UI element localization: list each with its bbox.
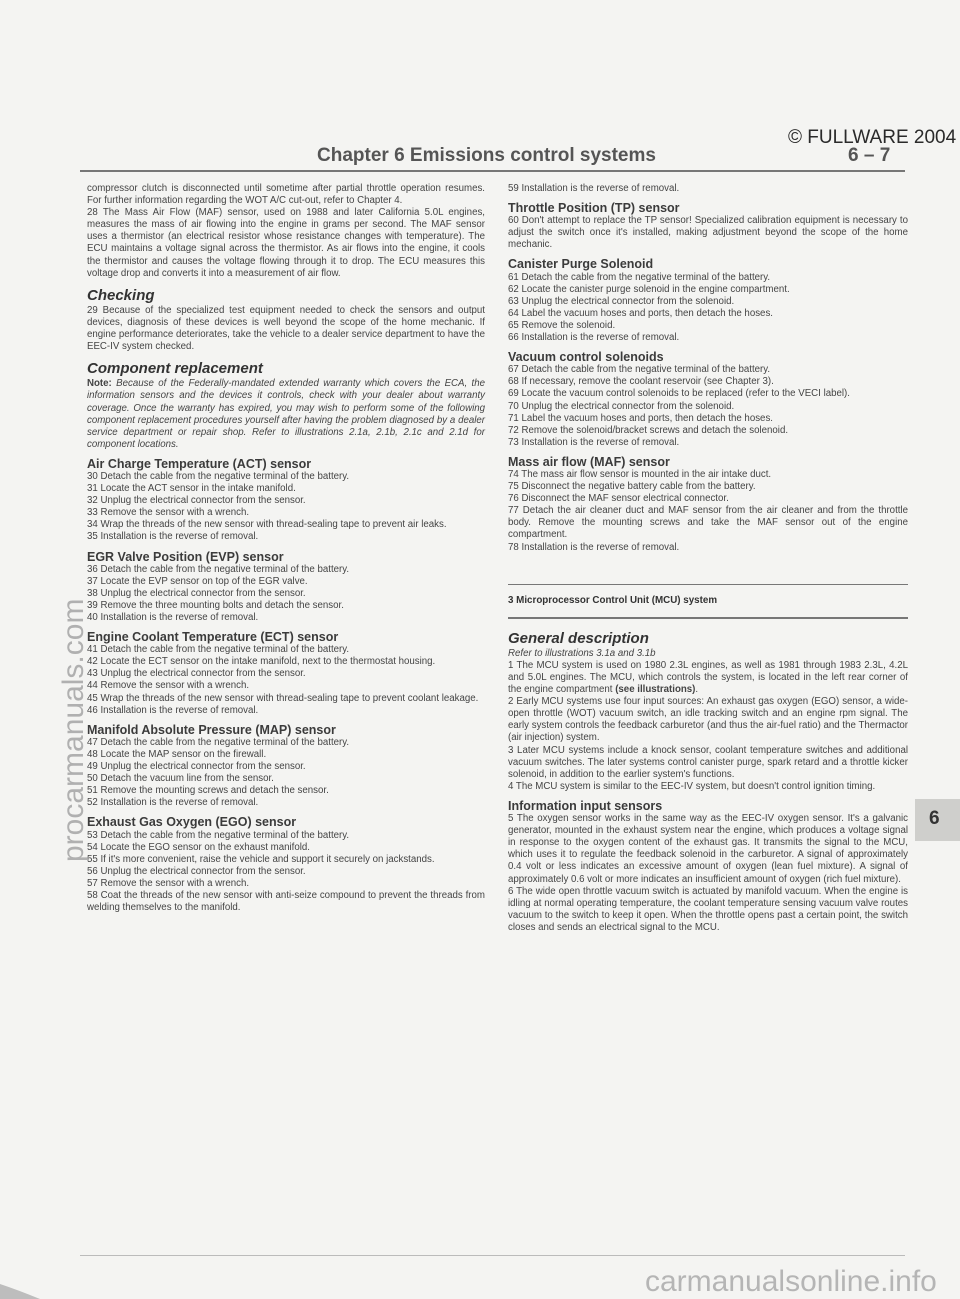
right-column [508,183,908,934]
chapter-tab-number: 6 [929,808,940,829]
paragraph: 6 The wide open throttle vacuum switch is actuated by manifold vacuum. When the engine is idling at normal operating temperature, the coolant temperature sensing vacuum valve routes vacuum to the switch to keep it open. When the throttle opens past a certain point, the switch closes and sends an electrical signal to the MCU. [508,885,908,933]
step: 72 Remove the solenoid/bracket screws and detach the solenoid. [508,424,789,436]
section-heading: Checking [87,286,155,304]
section-heading: Component replacement [87,360,263,378]
note [87,378,485,451]
page-corner-mark [0,1270,40,1299]
header-rule [80,170,905,172]
subsection-heading: Information input sensors [508,798,663,813]
step: 56 Unplug the electrical connector from the sensor. [87,865,306,877]
subsection-heading: Manifold Absolute Pressure (MAP) sensor [87,722,336,737]
step: 49 Unplug the electrical connector from the sensor. [87,761,306,773]
step: 52 Installation is the reverse of removal. [87,797,259,809]
paragraph-end: . [695,684,699,696]
step: 65 Remove the solenoid. [508,319,616,331]
step: 50 Detach the vacuum line from the sensor. [87,773,274,785]
step: 69 Locate the vacuum control solenoids to be replaced (refer to the VECI label). [508,388,850,400]
step: 30 Detach the cable from the negative terminal of the battery. [87,470,350,482]
step: 46 Installation is the reverse of removal. [87,704,259,716]
step: 64 Label the vacuum hoses and ports, then detach the hoses. [508,307,773,319]
step: 68 If necessary, remove the coolant reservoir (see Chapter 3). [508,376,774,388]
step: 62 Locate the canister purge solenoid in the engine compartment. [508,283,790,295]
step: 70 Unplug the electrical connector from the solenoid. [508,400,735,412]
paragraph: 5 The oxygen sensor works in the same way as the EEC-IV oxygen sensor. It's a galvanic generator, mounted in the exhaust system near the engine, which produces a voltage signal in response to the oxygen content of the exhaust gas. It transmits the signal to the MCU, which uses it to regulate the feedback solenoid in the carburetor. A signal of approximately 0.4 volt or less indicates an excessive amount of oxygen (lean fuel mixture). A signal of approximately 0.6 volt or more indicates an insufficient amount of oxygen (rich fuel mixture). [508,813,908,885]
step: 61 Detach the cable from the negative terminal of the battery. [508,271,771,283]
paragraph: 59 Installation is the reverse of removal. [508,183,680,194]
left-column [87,183,485,914]
step: 54 Locate the EGO sensor on the exhaust manifold. [87,841,310,853]
step: 55 If it's more convenient, raise the vehicle and support it securely on jackstands. [87,853,435,865]
step: 75 Disconnect the negative battery cable from the battery. [508,481,756,493]
subsection-heading: Air Charge Temperature (ACT) sensor [87,456,312,471]
step: 74 The mass air flow sensor is mounted in the air intake duct. [508,468,772,480]
paragraph: compressor clutch is disconnected until sometime after partial throttle operation resumes. For further information regarding the WOT A/C cut-out, refer to Chapter 4. [87,183,485,207]
copyright: © FULLWARE 2004 [788,127,957,148]
step: 73 Installation is the reverse of removal. [508,436,680,448]
subsection-heading: Mass air flow (MAF) sensor [508,454,670,469]
step: 41 Detach the cable from the negative terminal of the battery. [87,644,350,656]
step: 38 Unplug the electrical connector from the sensor. [87,587,306,599]
step: 35 Installation is the reverse of removal. [87,531,259,543]
step: 37 Locate the EVP sensor on top of the EGR valve. [87,575,308,587]
step: 47 Detach the cable from the negative terminal of the battery. [87,736,350,748]
step: 31 Locate the ACT sensor in the intake manifold. [87,483,296,495]
paragraph-text: 1 The MCU system is used on 1980 2.3L engines, as well as 1981 through 1983 2.3L, 4.2L and 5.0L engines. The MCU, which controls the system, is located in the left rear corner of the engine compartment [508,659,908,696]
bottom-rule [80,1255,905,1256]
step: 77 Detach the air cleaner duct and MAF sensor from the air cleaner and from the throttle body. Remove the mounting screws and take the MAF sensor out of the engine compartment. [508,505,908,541]
step: 53 Detach the cable from the negative terminal of the battery. [87,829,350,841]
step: 40 Installation is the reverse of removal. [87,612,259,623]
step: 48 Locate the MAP sensor on the firewall. [87,748,267,760]
step: 78 Installation is the reverse of removal. [508,541,680,553]
chapter-side-tab [915,799,960,841]
step: 66 Installation is the reverse of removal. [508,332,680,344]
illustration-reference: Refer to illustrations 3.1a and 3.1b [508,647,656,659]
subsection-heading: EGR Valve Position (EVP) sensor [87,549,284,564]
chapter-title: Chapter 6 Emissions control systems [317,145,656,166]
paragraph: 3 Later MCU systems include a knock sensor, coolant temperature switches and additional vacuum switches. The later systems control canister purge, spark retard and a throttle kicker solenoid, in addition to the earlier system's functions. [508,744,908,780]
subsection-heading: Engine Coolant Temperature (ECT) sensor [87,630,339,645]
section-rule [508,584,908,586]
step: 76 Disconnect the MAF sensor electrical connector. [508,493,729,505]
section-title: 3 Microprocessor Control Unit (MCU) system [508,595,718,607]
step: 34 Wrap the threads of the new sensor with thread-sealing tape to prevent air leaks. [87,519,447,531]
step: 71 Label the vacuum hoses and ports, then detach the hoses. [508,412,773,424]
step: 43 Unplug the electrical connector from the sensor. [87,668,306,680]
step: 45 Wrap the threads of the new sensor with thread-sealing tape to prevent coolant leakage. [87,692,479,704]
step: 63 Unplug the electrical connector from the solenoid. [508,295,735,307]
paragraph: 4 The MCU system is similar to the EEC-IV system, but doesn't control ignition timing. [508,780,876,792]
illustration-callout: (see illustrations) [615,684,696,696]
step: 58 Coat the threads of the new sensor with anti-seize compound to prevent the threads from welding themselves to the manifold. [87,889,485,914]
subsection-heading: Exhaust Gas Oxygen (EGO) sensor [87,815,297,830]
step: 57 Remove the sensor with a wrench. [87,877,250,889]
section-rule [508,617,908,619]
section-heading: General description [508,629,649,647]
step: 33 Remove the sensor with a wrench. [87,507,250,519]
paragraph: 2 Early MCU systems use four input sources: An exhaust gas oxygen (EGO) sensor, a wide-open throttle (WOT) vacuum switch, an idle tracking switch and an engine rpm signal. The early system controls the feedback carburetor (and thus the air-fuel ratio) and the Thermactor (air injection) system. [508,696,908,744]
note-text: Because of the Federally-mandated extended warranty which covers the ECA, the information sensors and the devices it controls, check with your dealer about warranty coverage. Once the warranty has expired, you may wish to perform some of the following component replacement procedures yourself after having the problem diagnosed by a dealer service department or repair shop. Refer to illustrations 2.1a, 2.1b, 2.1c and 2.1d for component locations. [87,378,486,450]
paragraph: 28 The Mass Air Flow (MAF) sensor, used on 1988 and later California 5.0L engines, measures the mass of air flowing into the engine in grams per second. The MAF sensor uses a thermistor (an electrical resistor whose resistance changes with temperature). The ECU maintains a voltage signal across the thermistor. As air flows into the engine, it cools the thermistor and causes the voltage flowing through it to drop. The ECU measures this voltage drop and converts it into a measurement of air flow. [87,207,485,279]
step: 32 Unplug the electrical connector from the sensor. [87,495,306,507]
paragraph: 60 Don't attempt to replace the TP sensor! Specialized calibration equipment is necessary to adjust the switch once it's installed, making adjustment beyond the scope of the home mechanic. [508,215,908,251]
step: 67 Detach the cable from the negative terminal of the battery. [508,364,771,376]
step: 42 Locate the ECT sensor on the intake manifold, next to the thermostat housing. [87,656,436,668]
watermark-bottom: carmanualsonline.info [645,1265,937,1298]
note-label: Note: [87,378,112,390]
step: 39 Remove the three mounting bolts and detach the sensor. [87,599,344,611]
step: 36 Detach the cable from the negative terminal of the battery. [87,563,350,575]
subsection-heading: Throttle Position (TP) sensor [508,201,680,216]
subsection-heading: Vacuum control solenoids [508,350,664,365]
watermark-left: procarmanuals.com [57,598,90,862]
step: 51 Remove the mounting screws and detach the sensor. [87,785,329,797]
paragraph [508,660,908,696]
page-number: 6 – 7 [848,145,891,166]
subsection-heading: Canister Purge Solenoid [508,257,654,272]
paragraph: 29 Because of the specialized test equipment needed to check the sensors and output devices, diagnosis of these devices is well beyond the scope of the home mechanic. If engine performance deteriorates, take the vehicle to a dealer service department to have the EEC-IV system checked. [87,304,485,353]
step: 44 Remove the sensor with a wrench. [87,680,250,692]
